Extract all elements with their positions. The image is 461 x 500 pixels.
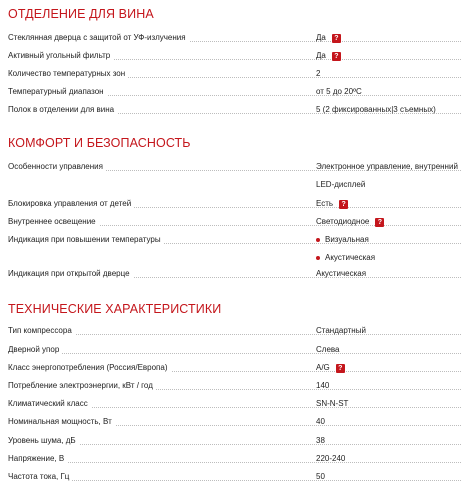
bullet-icon	[316, 238, 320, 242]
spec-row	[8, 64, 461, 84]
spec-label: Дверной упор	[8, 340, 308, 360]
help-icon[interactable]: ?	[336, 364, 345, 373]
spec-label: Активный угольный фильтр	[8, 46, 308, 66]
spec-row	[8, 194, 461, 214]
spec-value: Слева	[316, 345, 340, 354]
spec-value: 50	[316, 472, 325, 481]
help-icon[interactable]: ?	[375, 218, 384, 227]
spec-value: Да ?	[316, 28, 341, 48]
spec-row-continuation	[8, 175, 461, 195]
spec-value: Есть ?	[316, 194, 348, 214]
help-icon[interactable]: ?	[339, 200, 348, 209]
spec-label: Напряжение, В	[8, 449, 308, 469]
spec-label: Уровень шума, дБ	[8, 431, 308, 451]
spec-row	[8, 82, 461, 102]
spec-value: Акустическая	[316, 269, 367, 278]
section-title-technical: ТЕХНИЧЕСКИЕ ХАРАКТЕРИСТИКИ	[8, 302, 222, 316]
spec-value: 38	[316, 436, 325, 445]
spec-value: SN-N-ST	[316, 399, 349, 408]
spec-label: Класс энергопотребления (Россия/Европа)	[8, 358, 308, 378]
spec-row	[8, 340, 461, 360]
spec-label: Номинальная мощность, Вт	[8, 412, 308, 432]
spec-value: Светодиодное ?	[316, 212, 384, 232]
spec-value-continuation: LED-дисплей	[316, 180, 366, 189]
spec-value: Визуальная	[316, 230, 369, 250]
help-icon[interactable]: ?	[332, 52, 341, 61]
spec-label: Индикация при повышении температуры	[8, 230, 308, 250]
spec-row	[8, 100, 461, 120]
spec-value-continuation: Акустическая	[316, 248, 375, 268]
spec-row	[8, 157, 461, 177]
spec-row	[8, 394, 461, 414]
spec-label: Блокировка управления от детей	[8, 194, 308, 214]
spec-row	[8, 321, 461, 341]
spec-value: 40	[316, 417, 325, 426]
spec-value: A/G ?	[316, 358, 345, 378]
spec-label: Частота тока, Гц	[8, 467, 308, 487]
spec-label: Тип компрессора	[8, 321, 308, 341]
spec-value: Стандартный	[316, 326, 366, 335]
spec-label: Климатический класс	[8, 394, 308, 414]
spec-row	[8, 376, 461, 396]
spec-value: Да ?	[316, 46, 341, 66]
spec-row	[8, 412, 461, 432]
spec-row	[8, 431, 461, 451]
spec-row	[8, 449, 461, 469]
spec-value: Электронное управление, внутренний	[316, 162, 458, 171]
spec-label: Индикация при открытой дверце	[8, 264, 308, 284]
section-title-wine: ОТДЕЛЕНИЕ ДЛЯ ВИНА	[8, 7, 154, 21]
spec-value: 220-240	[316, 454, 346, 463]
spec-value: от 5 до 20ºC	[316, 87, 362, 96]
spec-label: Температурный диапазон	[8, 82, 308, 102]
spec-row	[8, 358, 461, 378]
spec-row	[8, 230, 461, 250]
spec-value: 5 (2 фиксированных|3 съемных)	[316, 105, 436, 114]
spec-label: Внутреннее освещение	[8, 212, 308, 232]
spec-label: Полок в отделении для вина	[8, 100, 308, 120]
help-icon[interactable]: ?	[332, 34, 341, 43]
spec-label: Количество температурных зон	[8, 64, 308, 84]
bullet-icon	[316, 256, 320, 260]
spec-value: 140	[316, 381, 330, 390]
spec-label: Особенности управления	[8, 157, 308, 177]
spec-value: 2	[316, 69, 321, 78]
spec-row	[8, 28, 461, 48]
spec-row	[8, 212, 461, 232]
spec-label: Потребление электроэнергии, кВт / год	[8, 376, 308, 396]
spec-row	[8, 467, 461, 487]
spec-row	[8, 46, 461, 66]
section-title-comfort: КОМФОРТ И БЕЗОПАСНОСТЬ	[8, 136, 191, 150]
spec-label: Стеклянная дверца с защитой от УФ-излучения	[8, 28, 308, 48]
spec-row	[8, 264, 461, 284]
